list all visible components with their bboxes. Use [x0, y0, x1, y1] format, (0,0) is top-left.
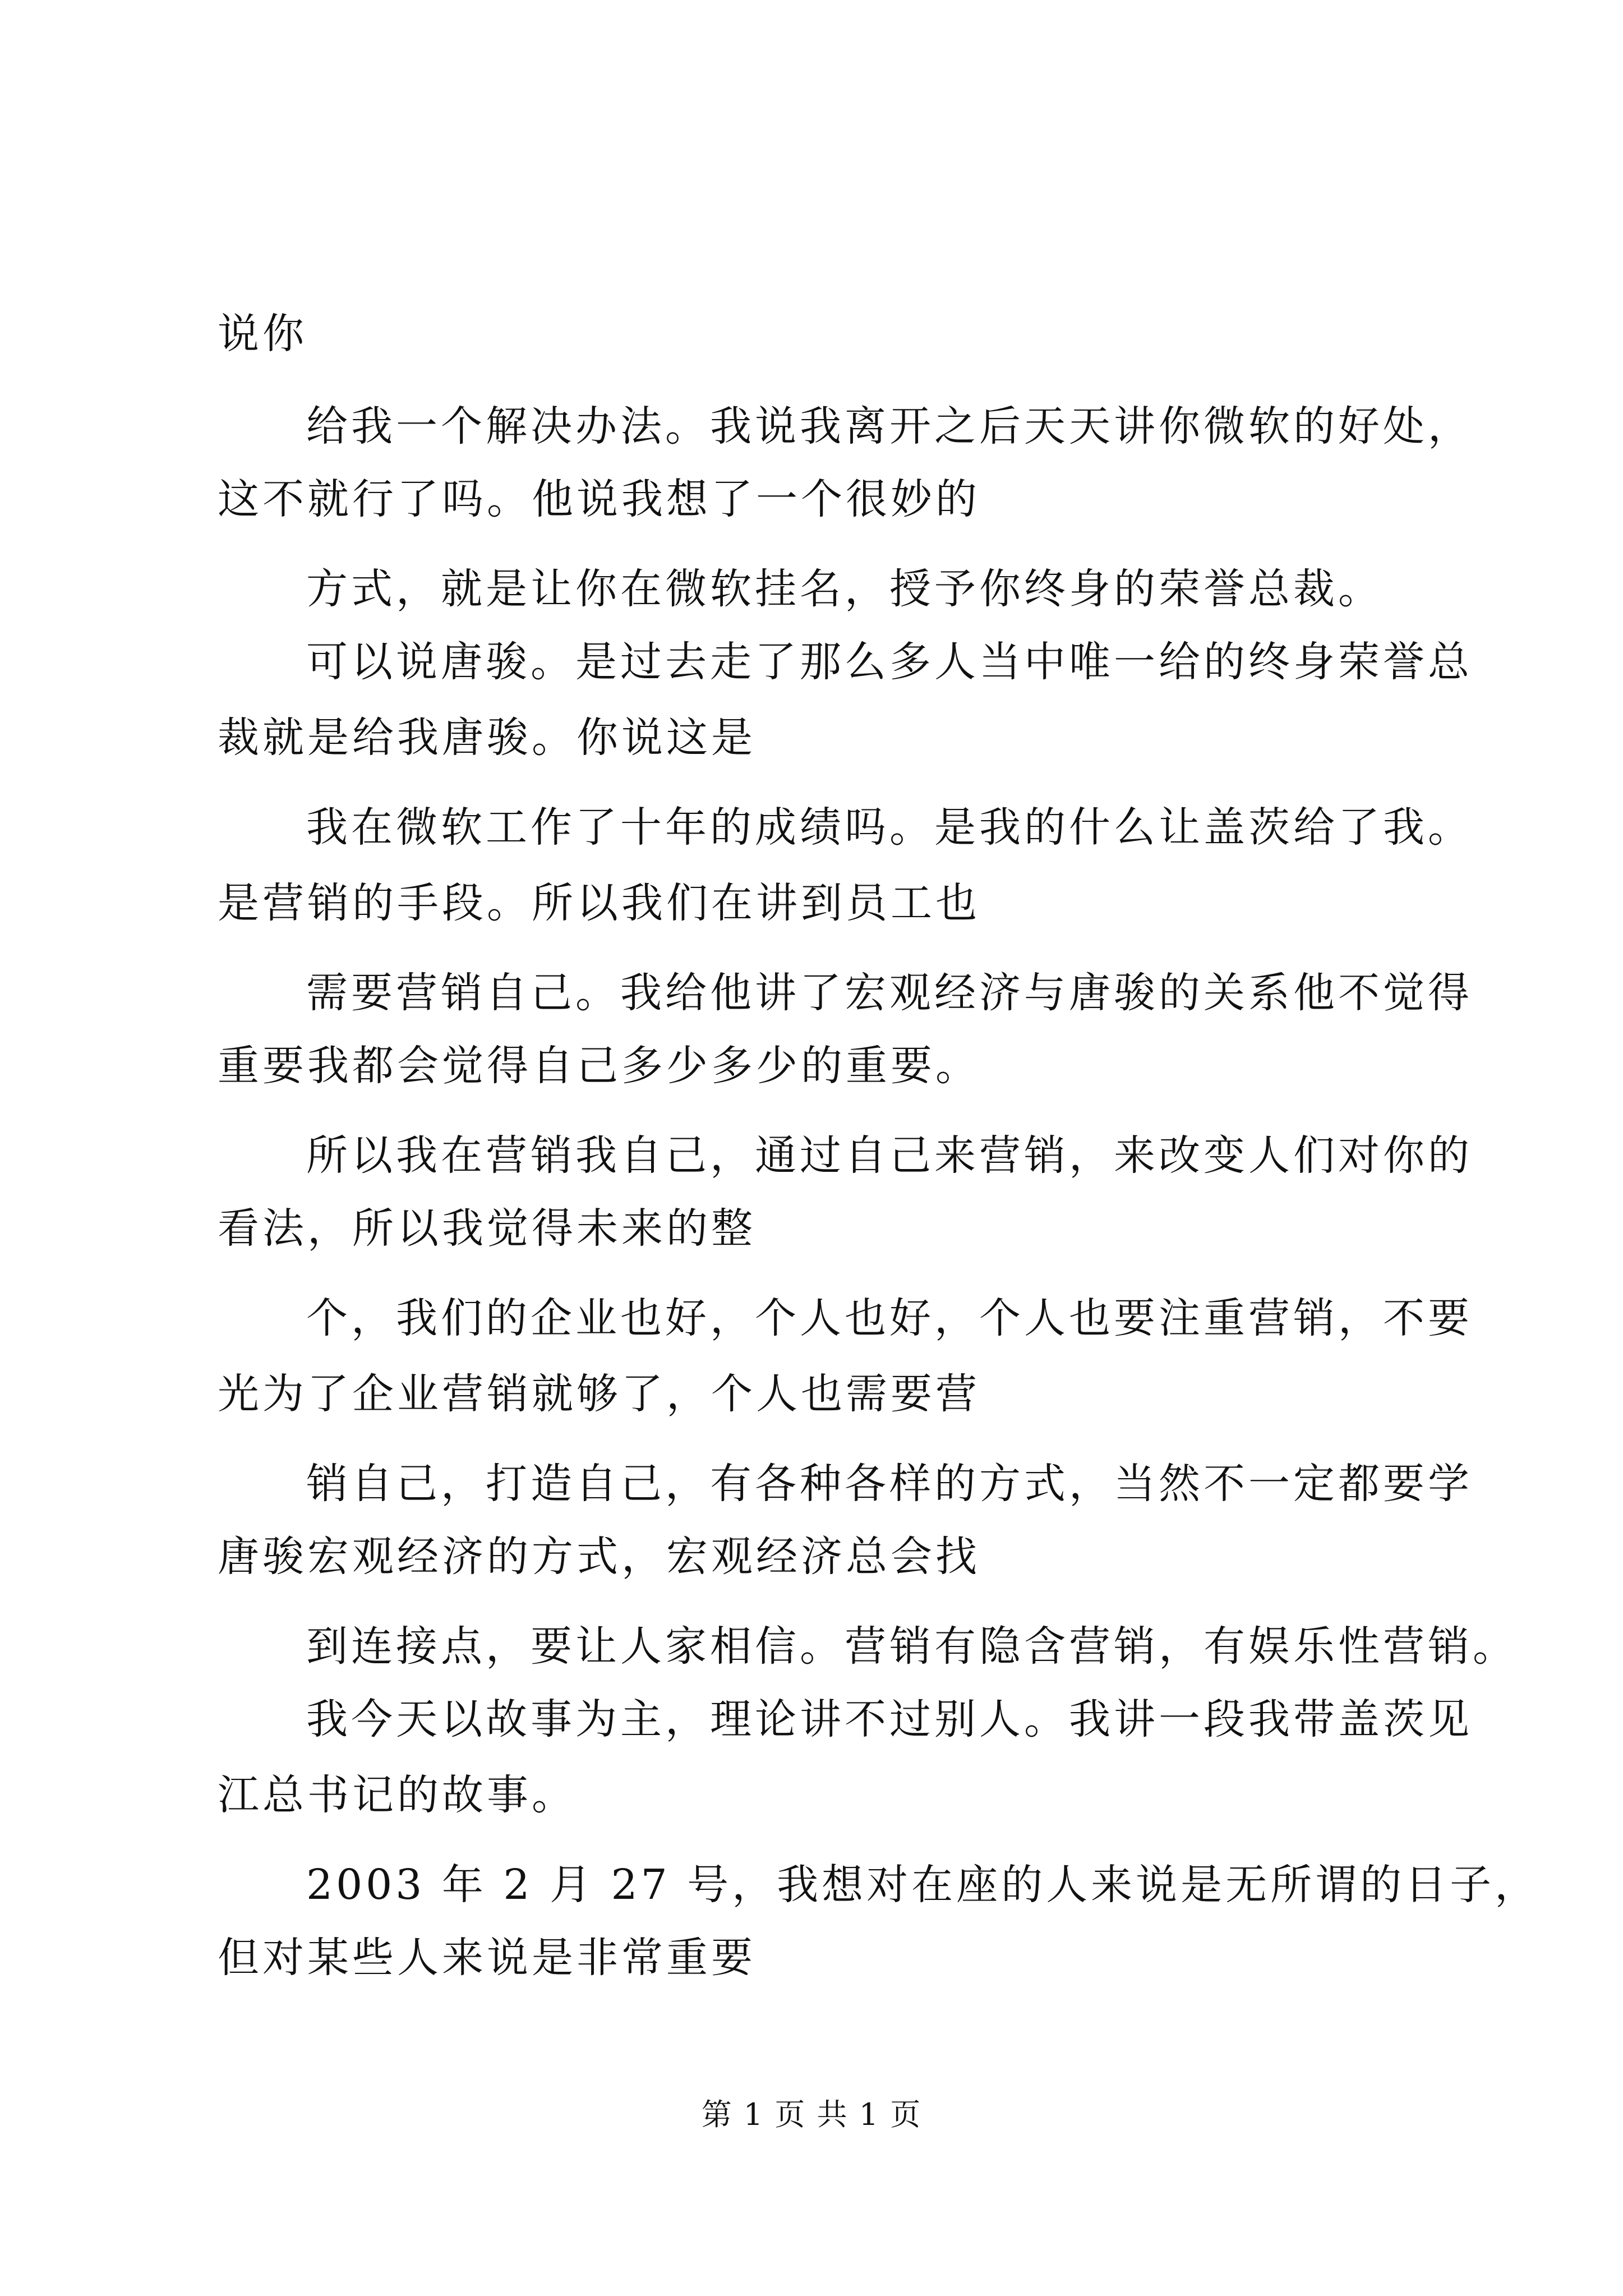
text-line-3: 这不就行了吗。他说我想了一个很妙的: [218, 475, 980, 523]
text-line-19: 江总书记的故事。: [218, 1771, 577, 1819]
text-line-21: 但对某些人来说是非常重要: [218, 1934, 756, 1982]
text-line-15: 销自己，打造自己，有各种各样的方式，当然不一定都要学: [306, 1460, 1473, 1508]
text-line-9: 需要营销自己。我给他讲了宏观经济与唐骏的关系他不觉得: [306, 969, 1473, 1017]
text-line-12: 看法，所以我觉得未来的整: [218, 1204, 756, 1253]
text-line-4: 方式，就是让你在微软挂名，授予你终身的荣誉总裁。: [306, 565, 1383, 613]
text-line-5: 可以说唐骏。是过去走了那么多人当中唯一给的终身荣誉总: [306, 638, 1473, 686]
text-line-10: 重要我都会觉得自己多少多少的重要。: [218, 1042, 980, 1090]
text-line-11: 所以我在营销我自己，通过自己来营销，来改变人们对你的: [306, 1131, 1473, 1180]
text-line-1: 说你: [218, 310, 307, 358]
text-line-7: 我在微软工作了十年的成绩吗。是我的什么让盖茨给了我。: [306, 803, 1473, 852]
text-line-17: 到连接点，要让人家相信。营销有隐含营销，有娱乐性营销。: [306, 1622, 1518, 1671]
text-line-13: 个，我们的企业也好，个人也好，个人也要注重营销，不要: [306, 1294, 1473, 1342]
text-line-18: 我今天以故事为主，理论讲不过别人。我讲一段我带盖茨见: [306, 1695, 1473, 1743]
text-line-2: 给我一个解决办法。我说我离开之后天天讲你微软的好处，: [306, 402, 1473, 450]
text-line-14: 光为了企业营销就够了，个人也需要营: [218, 1370, 980, 1418]
text-line-20: 2003 年 2 月 27 号，我想对在座的人来说是无所谓的日子，: [306, 1861, 1540, 1909]
text-line-16: 唐骏宏观经济的方式，宏观经济总会找: [218, 1533, 980, 1581]
text-line-8: 是营销的手段。所以我们在讲到员工也: [218, 879, 980, 927]
text-line-6: 裁就是给我唐骏。你说这是: [218, 714, 756, 762]
page-number-footer: 第 1 页 共 1 页: [701, 2097, 922, 2132]
